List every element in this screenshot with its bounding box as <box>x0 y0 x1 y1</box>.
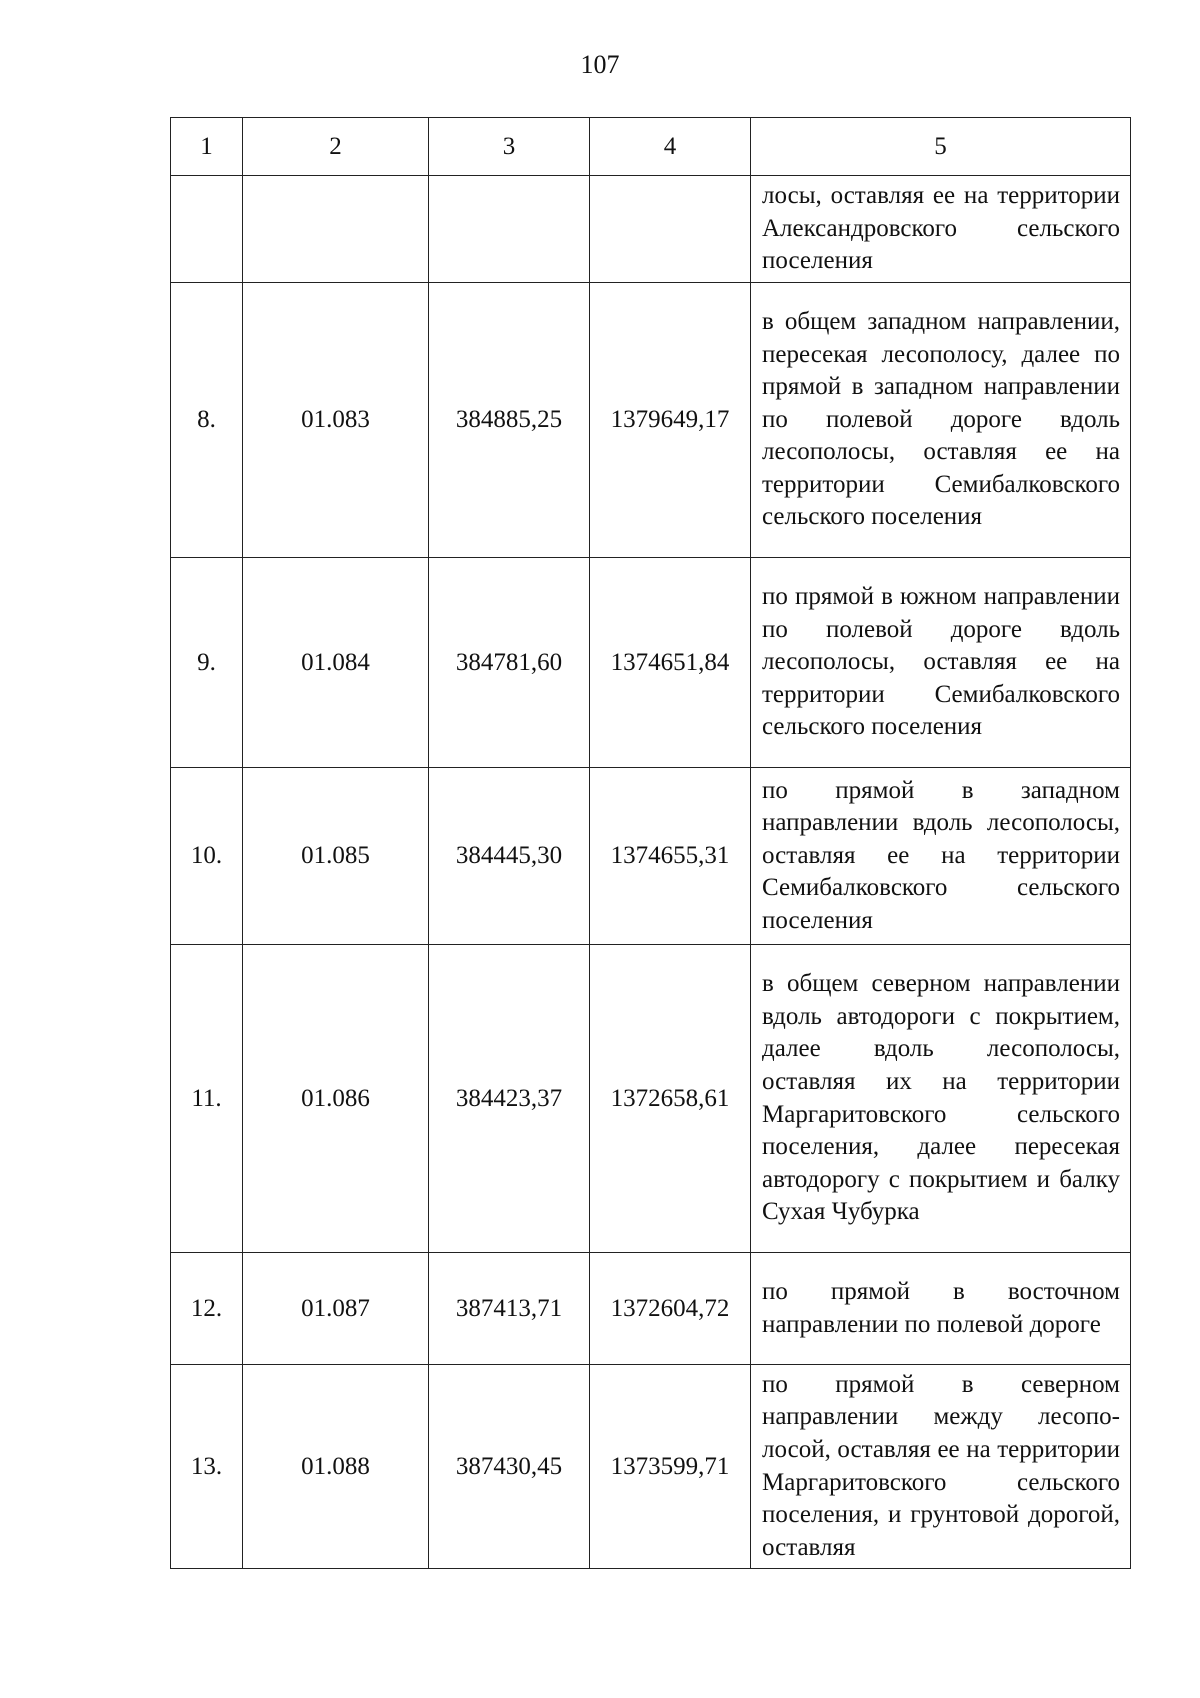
coordinate-y: 1379649,17 <box>590 283 751 558</box>
point-id: 01.084 <box>243 558 429 768</box>
row-number: 10. <box>171 768 243 945</box>
coordinate-y <box>590 176 751 283</box>
coordinate-x <box>429 176 590 283</box>
table-header-row <box>171 118 1131 176</box>
column-header-1: 1 <box>171 118 243 176</box>
table-row <box>171 768 1131 945</box>
boundary-description: в общем западном направлении, пересекая лесополосу, далее по прямой в западном направлении по полевой дороге вдоль лесополосы, оставляя ее на территории Семибалковского сельского поселения <box>751 283 1131 558</box>
column-header-5: 5 <box>751 118 1131 176</box>
coordinate-x: 384445,30 <box>429 768 590 945</box>
boundary-points-table <box>170 117 1131 1569</box>
point-id: 01.088 <box>243 1365 429 1569</box>
column-header-4: 4 <box>590 118 751 176</box>
point-id: 01.083 <box>243 283 429 558</box>
coordinate-y: 1374651,84 <box>590 558 751 768</box>
table-row <box>171 176 1131 283</box>
table-row <box>171 1253 1131 1365</box>
column-header-3: 3 <box>429 118 590 176</box>
point-id: 01.086 <box>243 945 429 1253</box>
boundary-description: по прямой в восточном направлении по полевой дороге <box>751 1253 1131 1365</box>
point-id: 01.085 <box>243 768 429 945</box>
coordinate-y: 1374655,31 <box>590 768 751 945</box>
coordinate-x: 384885,25 <box>429 283 590 558</box>
coordinate-x: 384781,60 <box>429 558 590 768</box>
boundary-description: по прямой в южном направлении по полевой дороге вдоль лесополосы, оставляя ее на территории Семибалковского сельского поселения <box>751 558 1131 768</box>
coordinate-y: 1372604,72 <box>590 1253 751 1365</box>
row-number: 12. <box>171 1253 243 1365</box>
coordinate-x: 387430,45 <box>429 1365 590 1569</box>
table-row <box>171 945 1131 1253</box>
row-number: 13. <box>171 1365 243 1569</box>
table-row <box>171 283 1131 558</box>
row-number: 9. <box>171 558 243 768</box>
boundary-description: в общем северном направлении вдоль автодороги с покрытием, далее вдоль лесополосы, оставляя их на территории Маргаритовского сельского поселения, далее пересекая автодорогу с покрытием и балку Сухая Чубурка <box>751 945 1131 1253</box>
boundary-description: по прямой в западном направлении вдоль лесополосы, оставляя ее на территории Семибалковского сельского поселения <box>751 768 1131 945</box>
row-number <box>171 176 243 283</box>
boundary-description: лосы, оставляя ее на территории Александровского сельского поселения <box>751 176 1131 283</box>
table-row <box>171 558 1131 768</box>
coordinate-x: 387413,71 <box>429 1253 590 1365</box>
boundary-description: по прямой в северном направлении между лесополосой, оставляя ее на территории Маргаритовского сельского поселения, и грунтовой дорогой, оставляя <box>751 1365 1131 1569</box>
coordinate-y: 1373599,71 <box>590 1365 751 1569</box>
row-number: 8. <box>171 283 243 558</box>
column-header-2: 2 <box>243 118 429 176</box>
coordinate-x: 384423,37 <box>429 945 590 1253</box>
coordinate-y: 1372658,61 <box>590 945 751 1253</box>
row-number: 11. <box>171 945 243 1253</box>
point-id: 01.087 <box>243 1253 429 1365</box>
page-number: 107 <box>580 50 620 79</box>
point-id <box>243 176 429 283</box>
table-row <box>171 1365 1131 1569</box>
